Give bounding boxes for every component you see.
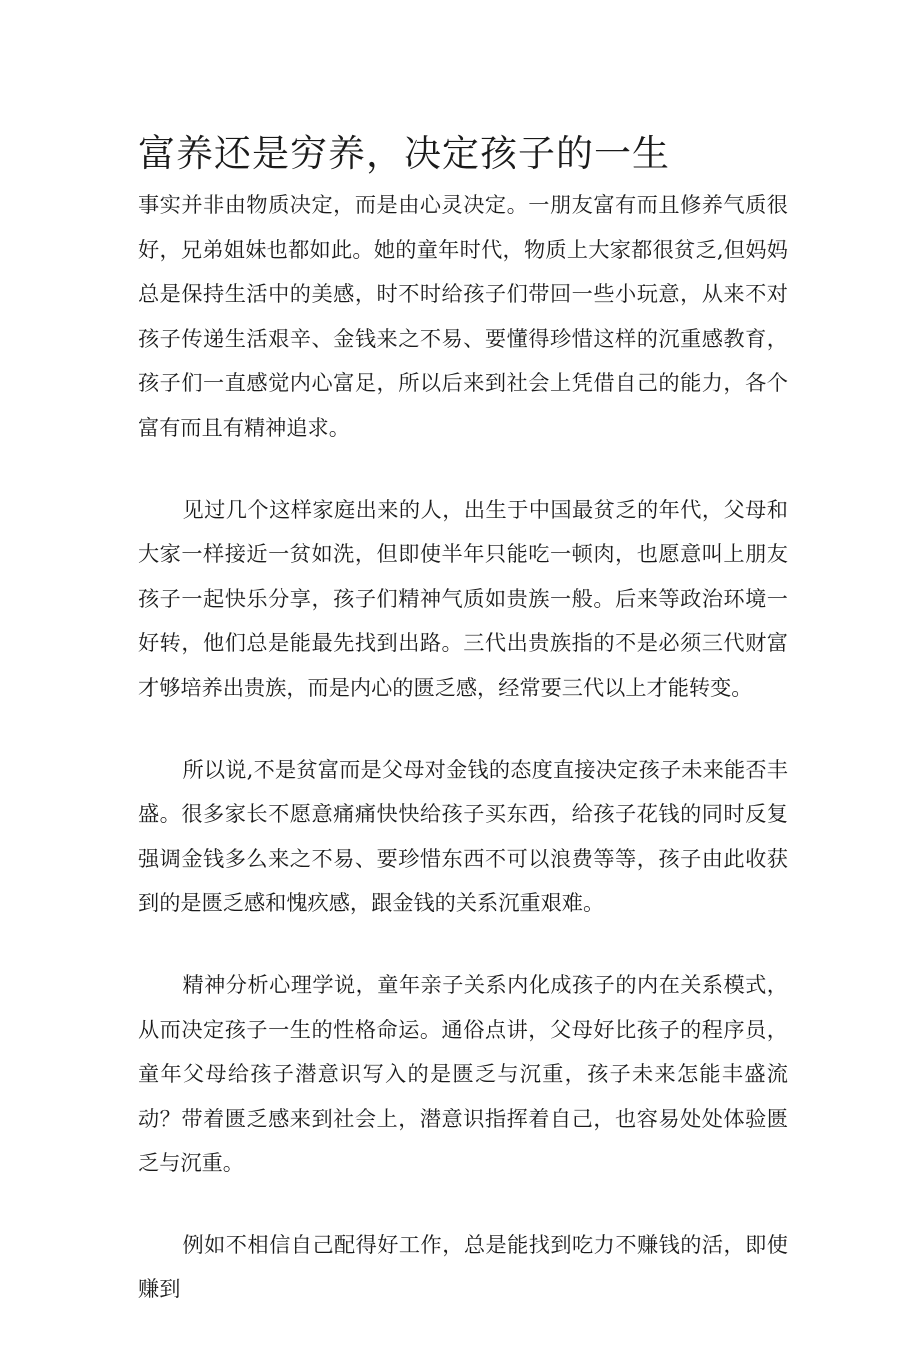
document-body (138, 183, 788, 1349)
document-title: 富养还是穷养，决定孩子的一生 (138, 132, 670, 175)
paragraph-3: 所以说,不是贫富而是父母对金钱的态度直接决定孩子未来能否丰盛。很多家长不愿意痛痛快快给孩子买东西，给孩子花钱的同时反复强调金钱多么来之不易、要珍惜东西不可以浪费等等，孩子由此收获到的是匮乏感和愧疚感，跟金钱的关系沉重艰难。 (138, 756, 788, 916)
paragraph-1: 事实并非由物质决定，而是由心灵决定。一朋友富有而且修养气质很好，兄弟姐妹也都如此。她的童年时代，物质上大家都很贫乏,但妈妈总是保持生活中的美感，时不时给孩子们带回一些小玩意，从来不对孩子传递生活艰辛、金钱来之不易、要懂得珍惜这样的沉重感教育，孩子们一直感觉内心富足，所以后来到社会上凭借自己的能力，各个富有而且有精神追求。 (138, 192, 788, 440)
paragraph-2: 见过几个这样家庭出来的人，出生于中国最贫乏的年代，父母和大家一样接近一贫如洗，但即使半年只能吃一顿肉，也愿意叫上朋友孩子一起快乐分享，孩子们精神气质如贵族一般。后来等政治环境一好转，他们总是能最先找到出路。三代出贵族指的不是必须三代财富才够培养出贵族，而是内心的匮乏感，经常要三代以上才能转变。 (138, 496, 788, 700)
paragraph-4: 精神分析心理学说，童年亲子关系内化成孩子的内在关系模式，从而决定孩子一生的性格命运。通俗点讲，父母好比孩子的程序员，童年父母给孩子潜意识写入的是匮乏与沉重，孩子未来怎能丰盛流动？带着匮乏感来到社会上，潜意识指挥着自己，也容易处处体验匮乏与沉重。 (138, 971, 788, 1176)
paragraph-5: 例如不相信自己配得好工作，总是能找到吃力不赚钱的活，即使赚到 (138, 1231, 788, 1302)
